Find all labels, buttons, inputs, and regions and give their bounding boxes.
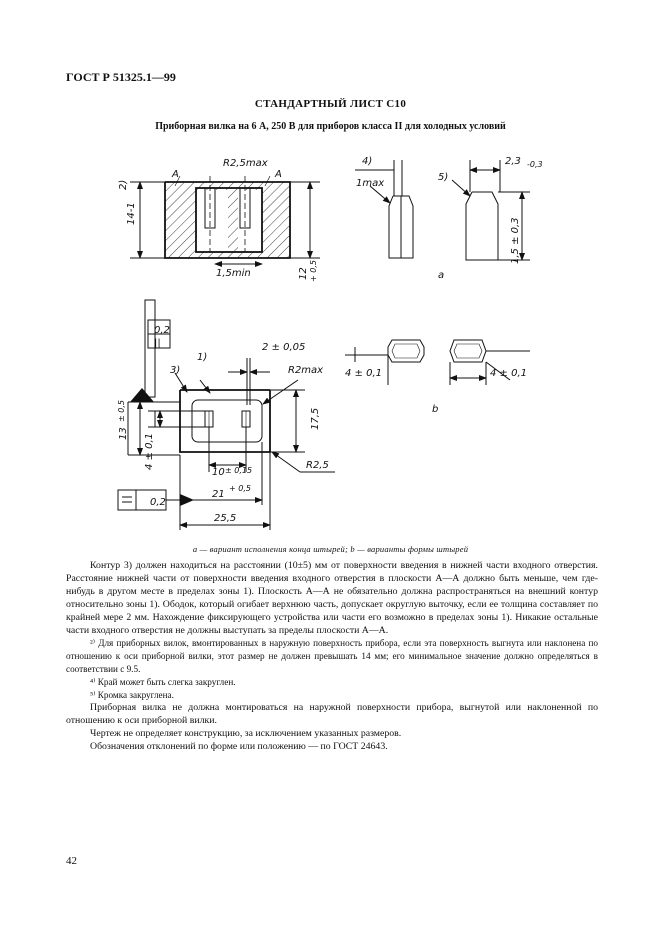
note2-label: 2) [118,179,129,190]
page-number: 42 [66,855,77,867]
standard-header: ГОСТ Р 51325.1—99 [66,70,176,84]
note4-label: 4) [362,156,373,167]
paragraph-design: Чертеж не определяет конструкцию, за исключением указанных размеров. [90,727,402,739]
sheet-title: СТАНДАРТНЫЙ ЛИСТ С10 [254,98,407,110]
d21-tol: + 0,5 [229,484,251,493]
d21-label: 21 [212,489,225,500]
h14-label: 14-1 [126,202,137,225]
footnote-4: ⁴⁾ Край может быть слегка закруглен. [90,677,236,688]
r2max-label: R2max [288,365,324,376]
paragraph-tolerances: Обозначения отклонений по форме или положению — по ГОСТ 24643. [90,740,388,752]
r25max-label: R2,5max [223,158,268,169]
label-a: а [438,270,445,281]
d23-label: 2,3 [505,156,521,167]
footnote-5: ⁵⁾ Кромка закруглена. [90,690,174,701]
d175-label: 17,5 [310,407,321,430]
tol02-label: 0,2 [154,325,170,336]
paragraph-mounting: Приборная вилка не должна монтироваться на наружной поверхности прибора, выгнутой или наклоненной по отношению к оси приборной вилки. [66,701,598,726]
d13-tol: ± 0,5 [117,400,126,422]
note1-label: 1) [197,352,208,363]
footnote-2: ²⁾ Для приборных вилок, вмонтированных в наружную поверхность прибора, если эта поверхность выгнута или наклонена по отношению к оси приборной вилки, этот размер не должен превышать 14 мм; его минимальное значение должно определяться в соответствии с 9.5. [66,638,598,675]
d2-label: 2 ± 0,05 [262,342,306,353]
max1-label: 1max [356,178,385,189]
sheet-subtitle: Приборная вилка на 6 А, 250 В для приборов класса II для холодных условий [155,121,506,132]
section-a-right: A [275,169,282,180]
note5-label: 5) [438,172,449,183]
figure-caption: а — вариант исполнения конца штырей; b — варианты формы штырей [192,544,469,554]
paragraph-contour: Контур 3) должен находиться на расстоянии (10±5) мм от поверхности введения в нижней части входного отверстия. Расстояние нижней части от поверхности введения входного отверстия в плоскости А—А должно быть меньше, чем где-нибудь в другом месте в пределах зоны 1). Плоскость А—А не обязательно должна распространяться на внешний контур относительно зоны 1). Ободок, который огибает верхнюю часть, допускает округлую выточку, если ее толщина составляет по крайней мере 2 мм. Нахождение фиксирующего устройства или части его возможно в пределах зоны 1). Никакие остальные части входного отверстия не должны выступать за пределы плоскости А—А. [66,560,598,636]
d4-label: 4 ± 0,1 [144,432,155,470]
cross-section-view [130,176,320,264]
parallel-symbol: || [154,338,161,349]
section-a-left: A [172,169,179,180]
d4b1-label: 4 ± 0,1 [345,368,383,379]
d15-label: 1,5 ± 0,3 [510,217,521,264]
d4b2-label: 4 ± 0,1 [490,368,528,379]
label-b: b [432,404,439,415]
d10-label: 10 [212,467,225,478]
tol02-bottom-label: 0,2 [150,497,166,508]
plan-view [118,300,335,530]
d23-tol: -0,3 [527,160,543,169]
d13-label: 13 [118,427,129,440]
note3-label: 3) [170,365,181,376]
min15-label: 1,5min [216,268,251,279]
body-text [66,560,598,754]
d12-label: 12 [298,267,309,280]
d255-label: 25,5 [214,513,237,524]
d10-tol: ± 0,15 [225,466,253,475]
d12-tol: + 0,5 [309,260,318,282]
r25-label: R2,5 [306,460,329,471]
